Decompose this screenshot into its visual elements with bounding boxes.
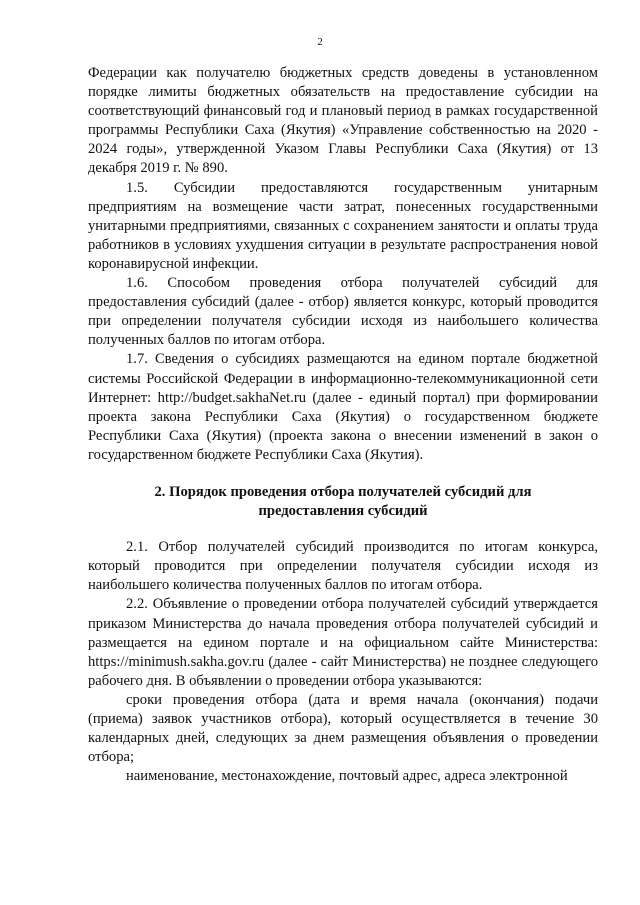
section-2-heading-line1: 2. Порядок проведения отбора получателей субсидий для xyxy=(154,483,532,500)
section-2-heading-line2: предоставления субсидий xyxy=(258,503,428,520)
page-number: 2 xyxy=(317,36,323,48)
paragraph-selection-timing: сроки проведения отбора (дата и время начала (окончания) подачи (приема) заявок участников отбора), который осуществляется в течение 30 календарных дней, следующих за днем размещения объявления о проведении отбора; xyxy=(88,691,598,766)
paragraph-2-2-announcement: 2.2. Объявление о проведении отбора получателей субсидий утверждается приказом Министерства до начала проведения отбора получателей субсидий и размещается на едином портале и на официальном сайте Министерства: https://minimush.sakha.gov.ru (далее - сайт Министерства) не позднее следующего рабочего дня. В объявлении о проведении отбора указываются: xyxy=(88,596,598,689)
paragraph-name-location: наименование, местонахождение, почтовый адрес, адреса электронной xyxy=(126,768,568,785)
paragraph-1-7-portal-info: 1.7. Сведения о субсидиях размещаются на едином портале бюджетной системы Российской Федерации в информационно-телекоммуникационной сети Интернет: http://budget.sakhaNet.ru (далее - единый портал) при формировании проекта закона Республики Саха (Якутия) о государственном бюджете Республики Саха (Якутия) (проекта закона о внесении изменений в закон о государственном бюджете Республики Саха (Якутия). xyxy=(88,351,598,463)
paragraph-continuation-funding-limits: Федерации как получателю бюджетных средств доведены в установленном порядке лимиты бюджетных обязательств на предоставление субсидии на соответствующий финансовый год и плановый период в рамках государственной программы Республики Саха (Якутия) «Управление собственностью на 2020 - 2024 годы», утвержденной Указом Главы Республики Саха (Якутия) от 13 декабря 2019 г. № 890. xyxy=(88,65,598,177)
section-2-heading xyxy=(88,483,598,521)
paragraph-1-6-selection-method: 1.6. Способом проведения отбора получателей субсидий для предоставления субсидий (далее - отбор) является конкурс, который проводится при определении получателя субсидии исходя из наибольшего количества полученных баллов по итогам отбора. xyxy=(88,275,598,349)
paragraph-2-1-competition: 2.1. Отбор получателей субсидий производится по итогам конкурса, который проводится при определении получателя субсидии исходя из наибольшего количества полученных баллов по итогам отбора. xyxy=(88,539,598,594)
paragraph-1-5-subsidy-purpose: 1.5. Субсидии предоставляются государственным унитарным предприятиям на возмещение части затрат, понесенных государственными унитарными предприятиями, связанных с сохранением занятости и оплаты труда работников в условиях ухудшения ситуации в результате распространения новой коронавирусной инфекции. xyxy=(88,179,598,272)
document-body xyxy=(88,64,598,786)
